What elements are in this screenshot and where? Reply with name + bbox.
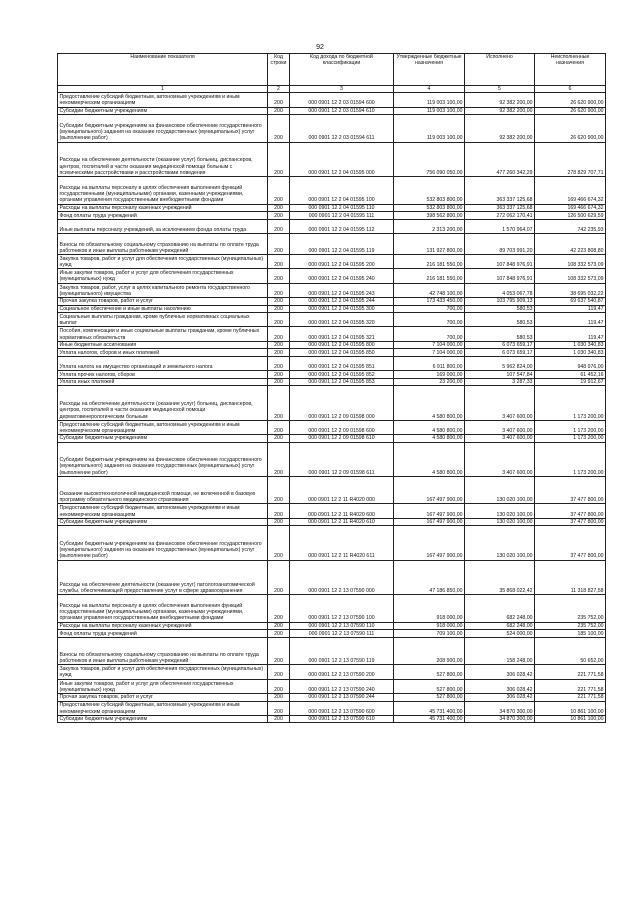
row-indicator-name: Фонд оплаты труда учреждений xyxy=(58,212,268,220)
table-row xyxy=(58,176,606,204)
row-approved-amount: 700,00 xyxy=(394,313,465,327)
row-approved-amount: 45 731 400,00 xyxy=(394,715,465,723)
row-line-code: 200 xyxy=(268,212,290,220)
row-indicator-name: Субсидии бюджетным учреждениям xyxy=(58,518,268,526)
row-indicator-name: Закупка товаров, работ, услуг в целях капитального ремонта государственного (муниципального) имущества xyxy=(58,283,268,297)
row-executed-amount: 363 337 125,68 xyxy=(465,204,535,212)
row-indicator-name: Уплата прочих налогов, сборов xyxy=(58,371,268,379)
table-row xyxy=(58,219,606,233)
row-line-code: 200 xyxy=(268,637,290,665)
row-executed-amount: 107 547,84 xyxy=(465,371,535,379)
row-line-code: 200 xyxy=(268,219,290,233)
row-approved-amount: 527 800,00 xyxy=(394,679,465,693)
row-executed-amount: 4 053 067,78 xyxy=(465,283,535,297)
row-line-code: 200 xyxy=(268,715,290,723)
row-executed-amount: 92 382 200,00 xyxy=(465,107,535,115)
table-row xyxy=(58,504,606,518)
row-line-code: 200 xyxy=(268,665,290,679)
row-unexecuted-amount: 278 829 707,71 xyxy=(535,142,606,176)
row-approved-amount: 167 497 900,00 xyxy=(394,476,465,504)
row-indicator-name: Прочая закупка товаров, работ и услуг xyxy=(58,297,268,305)
table-row xyxy=(58,594,606,622)
row-executed-amount: 580,53 xyxy=(465,313,535,327)
row-executed-amount: 92 382 200,00 xyxy=(465,115,535,143)
row-unexecuted-amount: 10 861 100,00 xyxy=(535,701,606,715)
row-unexecuted-amount: 69 637 540,87 xyxy=(535,297,606,305)
row-approved-amount: 45 731 400,00 xyxy=(394,701,465,715)
row-classification-code: 000 0901 12 2 04 01595 000 xyxy=(290,142,394,176)
row-unexecuted-amount: 26 620 900,00 xyxy=(535,107,606,115)
row-classification-code: 000 0901 12 2 03 01594 600 xyxy=(290,93,394,107)
row-indicator-name: Фонд оплаты труда учреждений xyxy=(58,630,268,638)
row-unexecuted-amount: 61 452,16 xyxy=(535,371,606,379)
row-indicator-name: Взносы по обязательному социальному страхованию на выплаты по оплате труда работников и иные выплаты работникам учреждений xyxy=(58,637,268,665)
row-line-code: 200 xyxy=(268,356,290,370)
row-classification-code: 000 0901 12 2 04 01595 112 xyxy=(290,219,394,233)
table-row xyxy=(58,269,606,283)
row-unexecuted-amount: 948 976,00 xyxy=(535,356,606,370)
header-approved: Утвержденные бюджетные назначения xyxy=(394,54,465,86)
table-row xyxy=(58,283,606,297)
row-indicator-name: Предоставление субсидий бюджетным, автономным учреждениям и иным некоммерческим организациям xyxy=(58,504,268,518)
row-classification-code: 000 0901 12 2 04 01595 321 xyxy=(290,327,394,341)
row-approved-amount: 700,00 xyxy=(394,327,465,341)
row-executed-amount: 306 028,42 xyxy=(465,665,535,679)
row-executed-amount: 306 028,42 xyxy=(465,693,535,701)
row-unexecuted-amount: 185 100,00 xyxy=(535,630,606,638)
row-classification-code: 000 0901 12 2 13 07590 240 xyxy=(290,679,394,693)
header-indicator-name: Наименование показателя xyxy=(58,54,268,86)
row-indicator-name: Прочая закупка товаров, работ и услуг xyxy=(58,693,268,701)
row-classification-code: 000 0901 12 2 13 07590 111 xyxy=(290,630,394,638)
table-row xyxy=(58,622,606,630)
row-executed-amount: 92 382 200,00 xyxy=(465,93,535,107)
table-row xyxy=(58,356,606,370)
row-indicator-name: Расходы на выплаты персоналу в целях обеспечения выполнения функций государственными (муниципальными) органами, казенными учреждениями, органами управления государственными внебюджетными фондами xyxy=(58,176,268,204)
column-number: 3 xyxy=(290,86,394,93)
row-classification-code: 000 0901 12 2 03 01594 611 xyxy=(290,115,394,143)
row-approved-amount: 918 000,00 xyxy=(394,622,465,630)
row-indicator-name: Предоставление субсидий бюджетным, автономным учреждениям и иным некоммерческим организациям xyxy=(58,93,268,107)
row-unexecuted-amount: 235 752,00 xyxy=(535,594,606,622)
row-classification-code: 000 0901 12 2 13 07590 200 xyxy=(290,665,394,679)
row-line-code: 200 xyxy=(268,297,290,305)
row-line-code: 200 xyxy=(268,349,290,357)
row-classification-code: 000 0901 12 2 04 01595 111 xyxy=(290,212,394,220)
row-line-code: 200 xyxy=(268,234,290,255)
row-unexecuted-amount: 42 223 808,80 xyxy=(535,234,606,255)
column-number: 1 xyxy=(58,86,268,93)
row-classification-code: 000 0901 12 2 03 01594 610 xyxy=(290,107,394,115)
row-line-code: 200 xyxy=(268,435,290,443)
row-indicator-name: Расходы на обеспечение деятельности (оказание услуг) больниц, диспансеров, центров, госпиталей в части оказания медицинской помощи дерматовенерологическим больным xyxy=(58,386,268,420)
row-classification-code: 000 0901 12 2 11 R4020 610 xyxy=(290,518,394,526)
row-classification-code: 000 0901 12 2 09 01598 600 xyxy=(290,420,394,434)
row-classification-code: 000 0901 12 2 09 01598 000 xyxy=(290,386,394,420)
row-indicator-name: Иные выплаты персоналу учреждений, за исключением фонда оплаты труда xyxy=(58,219,268,233)
row-indicator-name: Расходы на выплаты персоналу казенных учреждений xyxy=(58,622,268,630)
row-classification-code: 000 0901 12 2 04 01595 320 xyxy=(290,313,394,327)
row-classification-code: 000 0901 12 2 13 07590 119 xyxy=(290,637,394,665)
row-unexecuted-amount: 119,47 xyxy=(535,327,606,341)
row-approved-amount: 167 497 900,00 xyxy=(394,526,465,560)
row-classification-code: 000 0901 12 2 09 01598 611 xyxy=(290,442,394,476)
row-executed-amount: 107 848 976,91 xyxy=(465,255,535,269)
column-number: 2 xyxy=(268,86,290,93)
row-classification-code: 000 0901 12 2 09 01598 610 xyxy=(290,435,394,443)
row-line-code: 200 xyxy=(268,327,290,341)
row-executed-amount: 130 020 100,00 xyxy=(465,476,535,504)
row-line-code: 200 xyxy=(268,305,290,313)
row-approved-amount: 208 900,00 xyxy=(394,637,465,665)
row-unexecuted-amount: 169 466 674,32 xyxy=(535,176,606,204)
row-approved-amount: 47 186 850,00 xyxy=(394,560,465,594)
row-indicator-name: Социальные выплаты гражданам, кроме публичных нормативных социальных выплат xyxy=(58,313,268,327)
table-row xyxy=(58,212,606,220)
row-approved-amount: 7 104 000,00 xyxy=(394,349,465,357)
row-approved-amount: 23 200,00 xyxy=(394,378,465,386)
row-classification-code: 000 0901 12 2 04 01595 853 xyxy=(290,378,394,386)
row-indicator-name: Предоставление субсидий бюджетным, автономным учреждениям и иным некоммерческим организациям xyxy=(58,701,268,715)
column-number: 5 xyxy=(465,86,535,93)
row-line-code: 200 xyxy=(268,560,290,594)
row-line-code: 200 xyxy=(268,386,290,420)
table-row xyxy=(58,305,606,313)
row-unexecuted-amount: 108 332 573,09 xyxy=(535,255,606,269)
row-unexecuted-amount: 1 030 340,83 xyxy=(535,341,606,349)
row-classification-code: 000 0901 12 2 04 01595 851 xyxy=(290,356,394,370)
row-unexecuted-amount: 37 477 800,00 xyxy=(535,504,606,518)
row-executed-amount: 524 000,00 xyxy=(465,630,535,638)
table-row xyxy=(58,420,606,434)
table-row xyxy=(58,371,606,379)
row-indicator-name: Уплата иных платежей xyxy=(58,378,268,386)
row-approved-amount: 173 433 450,00 xyxy=(394,297,465,305)
header-executed: Исполнено xyxy=(465,54,535,86)
row-unexecuted-amount: 38 695 032,22 xyxy=(535,283,606,297)
row-executed-amount: 3 407 600,00 xyxy=(465,435,535,443)
table-row xyxy=(58,349,606,357)
row-line-code: 200 xyxy=(268,679,290,693)
header-row xyxy=(58,54,606,86)
row-unexecuted-amount: 50 652,00 xyxy=(535,637,606,665)
row-line-code: 200 xyxy=(268,313,290,327)
table-row xyxy=(58,142,606,176)
row-indicator-name: Расходы на обеспечение деятельности (оказание услуг) больниц, диспансеров, центров, госпиталей в части оказания медицинской помощи больным с психическими расстройствами и расстройствами поведения xyxy=(58,142,268,176)
header-unexecuted: Неисполненные назначения xyxy=(535,54,606,86)
row-unexecuted-amount: 26 620 900,00 xyxy=(535,93,606,107)
row-executed-amount: 580,53 xyxy=(465,327,535,341)
column-number-row xyxy=(58,86,606,93)
row-line-code: 200 xyxy=(268,371,290,379)
row-classification-code: 000 0901 12 2 04 01595 110 xyxy=(290,204,394,212)
row-line-code: 200 xyxy=(268,630,290,638)
header-line-code: Код строки xyxy=(268,54,290,86)
row-indicator-name: Пособия, компенсации и иные социальные выплаты гражданам, кроме публичных нормативных обязательств xyxy=(58,327,268,341)
row-classification-code: 000 0901 12 2 04 01595 850 xyxy=(290,349,394,357)
table-row xyxy=(58,435,606,443)
row-classification-code: 000 0901 12 2 13 07590 600 xyxy=(290,701,394,715)
row-executed-amount: 6 073 659,17 xyxy=(465,349,535,357)
column-number: 4 xyxy=(394,86,465,93)
row-executed-amount: 682 248,00 xyxy=(465,622,535,630)
table-row xyxy=(58,93,606,107)
row-approved-amount: 216 181 550,00 xyxy=(394,269,465,283)
row-line-code: 200 xyxy=(268,622,290,630)
table-row xyxy=(58,679,606,693)
row-executed-amount: 35 868 022,42 xyxy=(465,560,535,594)
table-row xyxy=(58,341,606,349)
row-classification-code: 000 0901 12 2 04 01595 240 xyxy=(290,269,394,283)
row-line-code: 200 xyxy=(268,420,290,434)
table-row xyxy=(58,560,606,594)
row-indicator-name: Закупка товаров, работ и услуг для обеспечения государственных (муниципальных) нужд xyxy=(58,665,268,679)
row-unexecuted-amount: 37 477 800,00 xyxy=(535,476,606,504)
row-unexecuted-amount: 11 318 827,58 xyxy=(535,560,606,594)
row-unexecuted-amount: 1 173 200,00 xyxy=(535,442,606,476)
row-executed-amount: 130 020 100,00 xyxy=(465,518,535,526)
row-line-code: 200 xyxy=(268,107,290,115)
row-executed-amount: 682 248,00 xyxy=(465,594,535,622)
row-indicator-name: Субсидии бюджетным учреждениям xyxy=(58,107,268,115)
row-unexecuted-amount: 742 235,93 xyxy=(535,219,606,233)
row-classification-code: 000 0901 12 2 04 01595 852 xyxy=(290,371,394,379)
row-classification-code: 000 0901 12 2 04 01595 800 xyxy=(290,341,394,349)
row-indicator-name: Закупка товаров, работ и услуг для обеспечения государственных (муниципальных) нужд xyxy=(58,255,268,269)
row-approved-amount: 169 000,00 xyxy=(394,371,465,379)
row-unexecuted-amount: 19 912,67 xyxy=(535,378,606,386)
row-executed-amount: 158 248,00 xyxy=(465,637,535,665)
table-row xyxy=(58,115,606,143)
row-approved-amount: 119 003 100,00 xyxy=(394,115,465,143)
table-row xyxy=(58,701,606,715)
table-row xyxy=(58,386,606,420)
row-unexecuted-amount: 1 173 200,00 xyxy=(535,435,606,443)
table-row xyxy=(58,630,606,638)
header-budget-classification-code: Код дохода по бюджетной классификации xyxy=(290,54,394,86)
row-line-code: 200 xyxy=(268,476,290,504)
row-unexecuted-amount: 37 477 800,00 xyxy=(535,526,606,560)
row-executed-amount: 34 870 300,00 xyxy=(465,715,535,723)
row-approved-amount: 4 580 800,00 xyxy=(394,420,465,434)
row-unexecuted-amount: 235 752,00 xyxy=(535,622,606,630)
row-approved-amount: 532 803 800,00 xyxy=(394,176,465,204)
row-approved-amount: 527 800,00 xyxy=(394,693,465,701)
row-line-code: 200 xyxy=(268,341,290,349)
row-executed-amount: 5 962 824,00 xyxy=(465,356,535,370)
table-row xyxy=(58,526,606,560)
row-line-code: 200 xyxy=(268,442,290,476)
row-line-code: 200 xyxy=(268,269,290,283)
row-approved-amount: 4 580 800,00 xyxy=(394,442,465,476)
row-indicator-name: Предоставление субсидий бюджетным, автономным учреждениям и иным некоммерческим организациям xyxy=(58,420,268,434)
row-unexecuted-amount: 1 173 200,00 xyxy=(535,420,606,434)
row-unexecuted-amount: 221 771,58 xyxy=(535,679,606,693)
row-indicator-name: Субсидии бюджетным учреждениям xyxy=(58,715,268,723)
table-row xyxy=(58,442,606,476)
row-executed-amount: 34 870 300,00 xyxy=(465,701,535,715)
row-unexecuted-amount: 119,47 xyxy=(535,313,606,327)
row-approved-amount: 216 181 550,00 xyxy=(394,255,465,269)
row-executed-amount: 130 020 100,00 xyxy=(465,504,535,518)
row-indicator-name: Субсидии бюджетным учреждениям xyxy=(58,435,268,443)
row-approved-amount: 167 497 900,00 xyxy=(394,504,465,518)
row-unexecuted-amount: 108 332 573,09 xyxy=(535,269,606,283)
row-line-code: 200 xyxy=(268,255,290,269)
row-line-code: 200 xyxy=(268,142,290,176)
row-indicator-name: Расходы на обеспечение деятельности (оказание услуг) патологоанатомической службы, обеспечивающей предоставление услуг в сфере здравоохранения xyxy=(58,560,268,594)
row-approved-amount: 532 803 800,00 xyxy=(394,204,465,212)
row-classification-code: 000 0901 12 2 13 07590 000 xyxy=(290,560,394,594)
row-classification-code: 000 0901 12 2 04 01595 244 xyxy=(290,297,394,305)
row-executed-amount: 580,53 xyxy=(465,305,535,313)
table-row xyxy=(58,715,606,723)
row-indicator-name: Взносы по обязательному социальному страхованию на выплаты по оплате труда работников и иные выплаты работникам учреждений xyxy=(58,234,268,255)
row-line-code: 200 xyxy=(268,526,290,560)
row-executed-amount: 3 407 600,00 xyxy=(465,386,535,420)
row-executed-amount: 1 570 964,07 xyxy=(465,219,535,233)
table-row xyxy=(58,637,606,665)
row-classification-code: 000 0901 12 2 04 01595 200 xyxy=(290,255,394,269)
row-classification-code: 000 0901 12 2 04 01595 100 xyxy=(290,176,394,204)
column-number: 6 xyxy=(535,86,606,93)
row-indicator-name: Иные бюджетные ассигнования xyxy=(58,341,268,349)
table-row xyxy=(58,313,606,327)
row-indicator-name: Субсидии бюджетным учреждениям на финансовое обеспечение государственного (муниципального) задания на оказание государственных (муниципальных) услуг (выполнение работ) xyxy=(58,115,268,143)
table-row xyxy=(58,255,606,269)
row-unexecuted-amount: 119,47 xyxy=(535,305,606,313)
row-approved-amount: 6 911 800,00 xyxy=(394,356,465,370)
row-executed-amount: 3 407 600,00 xyxy=(465,420,535,434)
row-executed-amount: 3 407 600,00 xyxy=(465,442,535,476)
row-line-code: 200 xyxy=(268,176,290,204)
row-approved-amount: 398 562 800,00 xyxy=(394,212,465,220)
row-classification-code: 000 0901 12 2 11 R4020 000 xyxy=(290,476,394,504)
row-executed-amount: 306 028,42 xyxy=(465,679,535,693)
row-indicator-name: Уплата налога на имущество организаций и земельного налога xyxy=(58,356,268,370)
row-unexecuted-amount: 1 030 340,83 xyxy=(535,349,606,357)
table-row xyxy=(58,378,606,386)
row-approved-amount: 700,00 xyxy=(394,305,465,313)
row-indicator-name: Расходы на выплаты персоналу в целях обеспечения выполнения функций государственными (муниципальными) органами, казенными учреждениями, органами управления государственными внебюджетными фондами xyxy=(58,594,268,622)
row-approved-amount: 709 100,00 xyxy=(394,630,465,638)
row-executed-amount: 3 287,33 xyxy=(465,378,535,386)
row-approved-amount: 42 748 100,00 xyxy=(394,283,465,297)
row-classification-code: 000 0901 12 2 13 07590 244 xyxy=(290,693,394,701)
row-classification-code: 000 0901 12 2 04 01595 119 xyxy=(290,234,394,255)
row-unexecuted-amount: 221 771,58 xyxy=(535,665,606,679)
row-indicator-name: Оказание высокотехнологичной медицинской помощи, не включенной в базовую программу обязательного медицинского страхования xyxy=(58,476,268,504)
row-unexecuted-amount: 169 466 674,32 xyxy=(535,204,606,212)
row-line-code: 200 xyxy=(268,115,290,143)
row-approved-amount: 119 003 100,00 xyxy=(394,107,465,115)
table-row xyxy=(58,107,606,115)
table-body xyxy=(58,93,606,723)
row-line-code: 200 xyxy=(268,504,290,518)
row-unexecuted-amount: 221 771,58 xyxy=(535,693,606,701)
row-approved-amount: 119 003 100,00 xyxy=(394,93,465,107)
budget-execution-table xyxy=(57,53,606,723)
row-line-code: 200 xyxy=(268,93,290,107)
row-indicator-name: Уплата налогов, сборов и иных платежей xyxy=(58,349,268,357)
row-approved-amount: 2 313 200,00 xyxy=(394,219,465,233)
row-line-code: 200 xyxy=(268,518,290,526)
row-indicator-name: Субсидии бюджетным учреждениям на финансовое обеспечение государственного (муниципального) задания на оказание государственных (муниципальных) услуг (выполнение работ) xyxy=(58,526,268,560)
row-line-code: 200 xyxy=(268,594,290,622)
row-approved-amount: 7 104 000,00 xyxy=(394,341,465,349)
row-unexecuted-amount: 37 477 800,00 xyxy=(535,518,606,526)
table-row xyxy=(58,518,606,526)
row-executed-amount: 103 795 909,13 xyxy=(465,297,535,305)
row-approved-amount: 131 927 800,00 xyxy=(394,234,465,255)
row-approved-amount: 4 580 800,00 xyxy=(394,386,465,420)
row-approved-amount: 4 580 800,00 xyxy=(394,435,465,443)
table-row xyxy=(58,297,606,305)
row-executed-amount: 6 073 659,17 xyxy=(465,341,535,349)
row-indicator-name: Субсидии бюджетным учреждениям на финансовое обеспечение государственного (муниципального) задания на оказание государственных (муниципальных) услуг (выполнение работ) xyxy=(58,442,268,476)
row-indicator-name: Иные закупки товаров, работ и услуг для обеспечения государственных (муниципальных) нужд xyxy=(58,269,268,283)
row-unexecuted-amount: 10 861 100,00 xyxy=(535,715,606,723)
row-unexecuted-amount: 26 620 900,00 xyxy=(535,115,606,143)
row-approved-amount: 527 800,00 xyxy=(394,665,465,679)
page-number: 92 xyxy=(316,44,324,51)
row-executed-amount: 107 848 976,91 xyxy=(465,269,535,283)
row-classification-code: 000 0901 12 2 13 07590 110 xyxy=(290,622,394,630)
row-executed-amount: 272 062 170,41 xyxy=(465,212,535,220)
row-indicator-name: Иные закупки товаров, работ и услуг для обеспечения государственных (муниципальных) нужд xyxy=(58,679,268,693)
row-approved-amount: 167 497 900,00 xyxy=(394,518,465,526)
row-executed-amount: 130 020 100,00 xyxy=(465,526,535,560)
row-classification-code: 000 0901 12 2 04 01595 243 xyxy=(290,283,394,297)
row-line-code: 200 xyxy=(268,693,290,701)
row-line-code: 200 xyxy=(268,378,290,386)
row-classification-code: 000 0901 12 2 11 R4020 600 xyxy=(290,504,394,518)
table-row xyxy=(58,476,606,504)
table-row xyxy=(58,327,606,341)
row-line-code: 200 xyxy=(268,204,290,212)
row-approved-amount: 756 090 050,00 xyxy=(394,142,465,176)
row-line-code: 200 xyxy=(268,283,290,297)
row-unexecuted-amount: 1 173 200,00 xyxy=(535,386,606,420)
row-classification-code: 000 0901 12 2 11 R4020 611 xyxy=(290,526,394,560)
table-row xyxy=(58,204,606,212)
row-unexecuted-amount: 126 500 629,59 xyxy=(535,212,606,220)
table-row xyxy=(58,693,606,701)
table-row xyxy=(58,234,606,255)
row-classification-code: 000 0901 12 2 13 07590 610 xyxy=(290,715,394,723)
row-executed-amount: 477 260 342,29 xyxy=(465,142,535,176)
row-classification-code: 000 0901 12 2 04 01595 300 xyxy=(290,305,394,313)
table-row xyxy=(58,665,606,679)
row-line-code: 200 xyxy=(268,701,290,715)
row-executed-amount: 89 703 991,20 xyxy=(465,234,535,255)
row-indicator-name: Расходы на выплаты персоналу казенных учреждений xyxy=(58,204,268,212)
row-approved-amount: 918 000,00 xyxy=(394,594,465,622)
row-classification-code: 000 0901 12 2 13 07590 100 xyxy=(290,594,394,622)
row-indicator-name: Социальное обеспечение и иные выплаты населению xyxy=(58,305,268,313)
row-executed-amount: 363 337 125,68 xyxy=(465,176,535,204)
